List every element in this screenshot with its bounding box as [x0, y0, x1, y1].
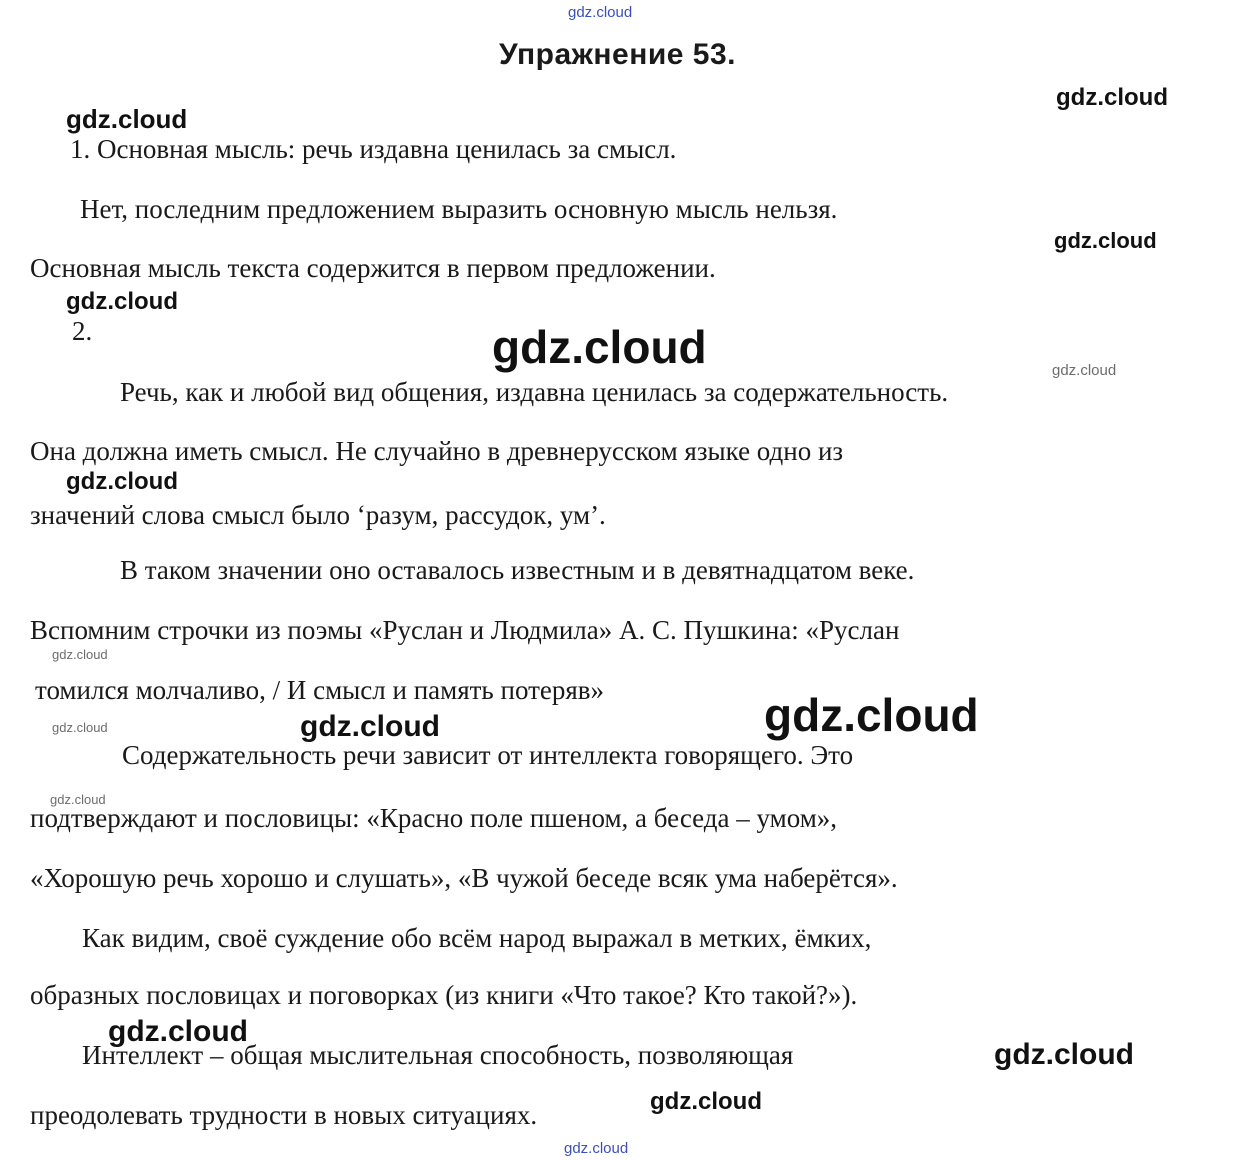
- document-line: подтверждают и пословицы: «Красно поле пшеном, а беседа – умом»,: [30, 803, 838, 833]
- watermark-label: gdz.cloud: [66, 468, 178, 495]
- document-line: Она должна иметь смысл. Не случайно в древнерусском языке одно из: [30, 436, 844, 466]
- document-line: Как видим, своё суждение обо всём народ выражал в метких, ёмких,: [82, 923, 872, 953]
- watermark-label: gdz.cloud: [1052, 362, 1117, 379]
- watermark-label: gdz.cloud: [764, 689, 979, 741]
- watermark-label: gdz.cloud: [300, 710, 440, 743]
- watermark-label: gdz.cloud: [66, 104, 188, 134]
- watermark-label: gdz.cloud: [66, 288, 178, 315]
- watermark-label: gdz.cloud: [1054, 228, 1157, 253]
- document-line: В таком значении оно оставалось известным и в девятнадцатом веке.: [120, 555, 915, 585]
- page-title: Упражнение 53.: [498, 38, 736, 71]
- document-line: 1. Основная мысль: речь издавна ценилась за смысл.: [70, 134, 677, 164]
- watermark-label: gdz.cloud: [52, 647, 108, 662]
- watermark-label: gdz.cloud: [1056, 84, 1168, 111]
- watermark-label: gdz.cloud: [492, 321, 707, 373]
- document-line: Нет, последним предложением выразить основную мысль нельзя.: [80, 194, 838, 224]
- document-line: Интеллект – общая мыслительная способность, позволяющая: [82, 1040, 794, 1070]
- watermark-label: gdz.cloud: [52, 720, 108, 735]
- watermark-label: gdz.cloud: [994, 1038, 1134, 1071]
- watermark-label: gdz.cloud: [568, 4, 633, 21]
- watermark-label: gdz.cloud: [650, 1088, 762, 1115]
- watermark-label: gdz.cloud: [50, 792, 106, 807]
- document-line: Содержательность речи зависит от интеллекта говорящего. Это: [122, 740, 854, 770]
- document-line: 2.: [72, 316, 93, 346]
- document-line: «Хорошую речь хорошо и слушать», «В чужой беседе всяк ума наберётся».: [30, 863, 898, 893]
- watermark-label: gdz.cloud: [108, 1015, 248, 1048]
- document-line: преодолевать трудности в новых ситуациях.: [30, 1100, 538, 1130]
- document-line: образных пословицах и поговорках (из книги «Что такое? Кто такой?»).: [30, 980, 858, 1010]
- document-line: значений слова смысл было ‘разум, рассудок, ум’.: [30, 500, 606, 530]
- document-line: Вспомним строчки из поэмы «Руслан и Людмила» А. С. Пушкина: «Руслан: [30, 615, 900, 645]
- document-line: томился молчаливо, / И смысл и память потеряв»: [35, 675, 605, 705]
- watermark-label: gdz.cloud: [564, 1140, 629, 1157]
- document-line: Речь, как и любой вид общения, издавна ценилась за содержательность.: [120, 377, 949, 407]
- document-line: Основная мысль текста содержится в первом предложении.: [30, 253, 716, 283]
